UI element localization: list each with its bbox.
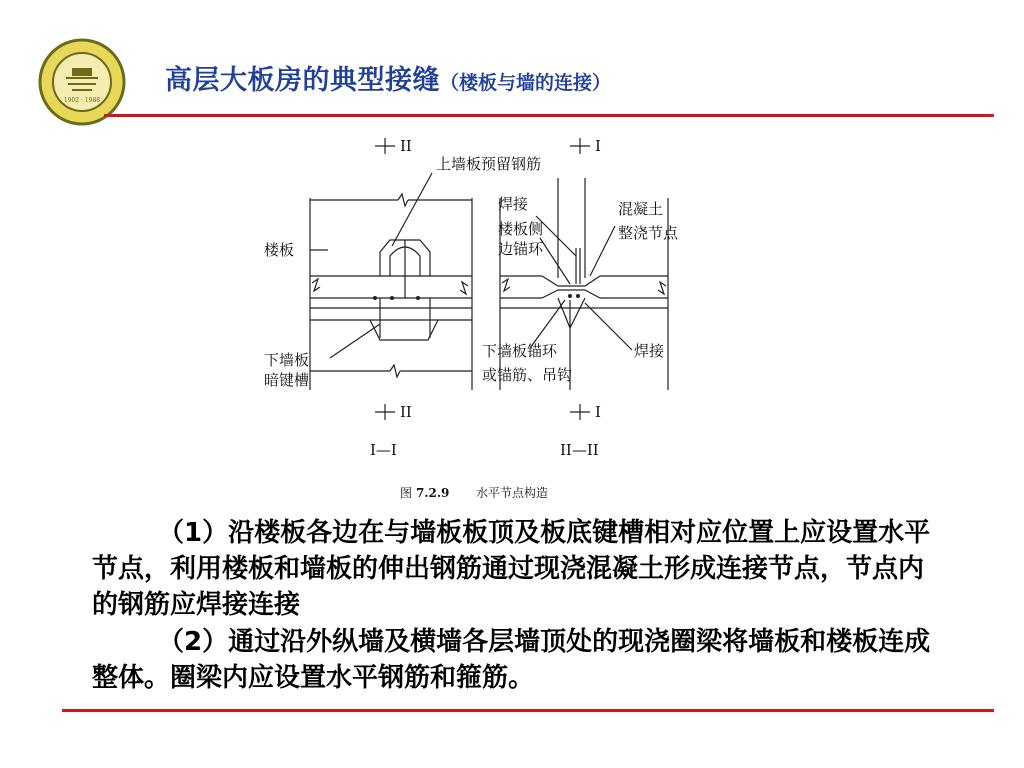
label-lower-anchor-2: 或锚筋、吊钩 xyxy=(482,366,573,384)
section-mark-bottom-left: II xyxy=(400,403,412,421)
svg-text:1902 · 1988: 1902 · 1988 xyxy=(63,97,101,104)
joint-detail-diagram xyxy=(240,128,720,508)
section-mark-top-left: II xyxy=(400,137,412,155)
section-caption-right: II—II xyxy=(560,441,599,459)
paragraph-1-text: 沿楼板各边在与墙板板顶及板底键槽相对应位置上应设置水平节点，利用楼板和墙板的伸出钢筋通过现浇混凝土形成连接节点，节点内的钢筋应焊接连接 xyxy=(92,518,931,620)
title-divider xyxy=(104,114,994,117)
paragraph-1-number: （1） xyxy=(158,518,229,548)
university-seal-icon xyxy=(38,38,126,126)
title-sub: （楼板与墙的连接） xyxy=(440,72,612,94)
figure-caption-text: 水平节点构造 xyxy=(476,486,549,500)
page-title xyxy=(165,58,611,97)
paragraph-2 xyxy=(92,624,942,696)
figure-caption-prefix: 图 xyxy=(400,486,413,500)
footer-divider xyxy=(62,709,994,712)
figure-caption-number: 7.2.9 xyxy=(416,486,450,500)
section-mark-bottom-right: I xyxy=(595,403,601,421)
label-lower-wall-2: 暗键槽 xyxy=(264,371,310,389)
label-weld-bottom: 焊接 xyxy=(634,342,665,360)
label-slab-anchor-1: 楼板侧 xyxy=(498,220,544,238)
label-upper-wall-rebar: 上墙板预留钢筋 xyxy=(436,155,542,173)
label-concrete-2: 整浇节点 xyxy=(618,224,679,242)
label-lower-wall-1: 下墙板 xyxy=(264,351,310,369)
title-main: 高层大板房的典型接缝 xyxy=(165,65,440,96)
label-lower-anchor-1: 下墙板锚环 xyxy=(482,342,558,360)
label-weld-top: 焊接 xyxy=(498,195,529,213)
paragraph-1 xyxy=(92,515,942,623)
label-slab-anchor-2: 边锚环 xyxy=(498,240,544,258)
paragraph-2-text: 通过沿外纵墙及横墙各层墙顶处的现浇圈梁将墙板和楼板连成整体。圈梁内应设置水平钢筋和箍筋。 xyxy=(92,627,931,693)
section-caption-left: I—I xyxy=(370,441,397,459)
paragraph-2-number: （2） xyxy=(158,627,229,657)
section-mark-top-right: I xyxy=(595,137,601,155)
label-floor-slab: 楼板 xyxy=(264,241,295,259)
label-concrete-1: 混凝土 xyxy=(618,200,664,218)
